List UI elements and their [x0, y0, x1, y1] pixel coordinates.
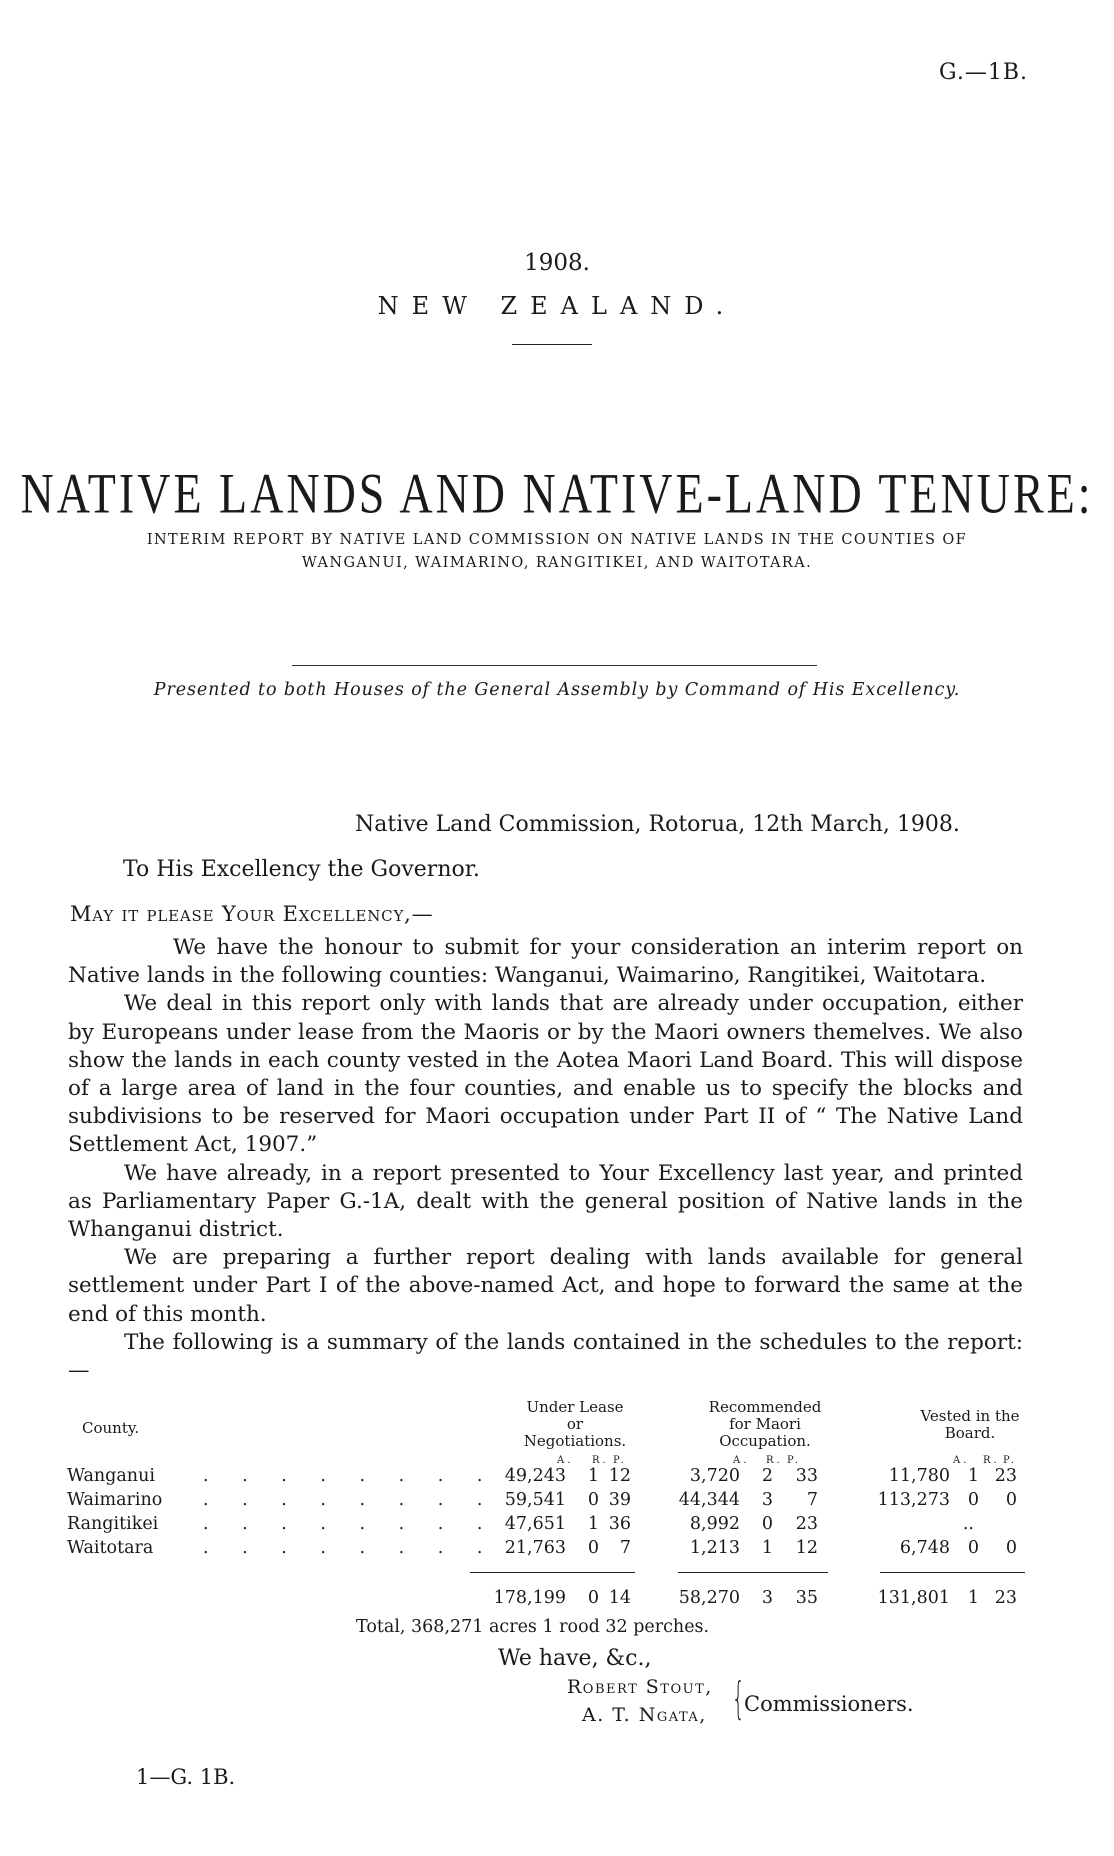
- addressee: To His Excellency the Governor.: [123, 857, 480, 882]
- unit-label: R.: [592, 1455, 609, 1466]
- subtitle-line-2: WANGANUI, WAIMARINO, RANGITIKEI, AND WAITOTARA.: [301, 555, 813, 571]
- subtitle-line-1: INTERIM REPORT BY NATIVE LAND COMMISSION ON NATIVE LANDS IN THE COUNTIES OF: [146, 532, 968, 548]
- paragraph: We deal in this report only with lands that are already under occupation, either by Europeans under lease from the Maoris or by the Maori owners themelves. We also show the lands in each county vested in the Aotea Maori Land Board. This will dispose of a large area of land in the four counties, and enable us to specify the blocks and subdivisions to be reserved for Maori occupation under Part II of “ The Native Land Settlement Act, 1907.”: [68, 991, 1023, 1158]
- table-cell: 1,213: [689, 1538, 740, 1558]
- paragraph: We are preparing a further report dealing with lands available for general settlement under Part I of the above-named Act, and hope to forward the same at the end of this month.: [68, 1245, 1023, 1327]
- signatory-role: Commissioners.: [744, 1692, 914, 1716]
- table-cell: 3: [761, 1490, 773, 1510]
- table-cell: 3,720: [689, 1466, 740, 1486]
- table-cell: 2: [761, 1466, 773, 1486]
- letter-body: [68, 934, 1023, 1385]
- total-cell: 131,801: [877, 1588, 950, 1608]
- column-header-county: County.: [82, 1419, 140, 1437]
- table-cell: 0: [761, 1514, 773, 1534]
- table-cell: 44,344: [678, 1490, 740, 1510]
- unit-label: P.: [613, 1455, 627, 1466]
- leader-dots: . . . . . . . .: [203, 1514, 497, 1534]
- column-header-lease: Under Lease or Negotiations.: [523, 1398, 627, 1450]
- table-cell: 6,748: [899, 1538, 950, 1558]
- table-row-county: Wanganui: [67, 1466, 155, 1486]
- paragraph: The following is a summary of the lands contained in the schedules to the report:—: [68, 1329, 1023, 1384]
- table-cell: 0: [587, 1490, 599, 1510]
- closing: We have, &c.,: [498, 1646, 652, 1671]
- table-row-county: Waitotara: [67, 1538, 154, 1558]
- table-cell: 36: [608, 1514, 631, 1534]
- table-cell: 47,651: [504, 1514, 566, 1534]
- column-header-vested: Vested in the Board.: [920, 1407, 1020, 1442]
- table-cell: 1: [967, 1466, 979, 1486]
- table-cell: 0: [1005, 1490, 1017, 1510]
- unit-label: A.: [733, 1455, 750, 1466]
- paragraph: We have already, in a report presented to Your Excellency last year, and printed as Parliamentary Paper G.-1A, dealt with the general position of Native lands in the Whanganui district.: [68, 1160, 1023, 1243]
- unit-label: P.: [787, 1455, 801, 1466]
- table-cell: 1: [587, 1466, 599, 1486]
- unit-label: A.: [557, 1455, 574, 1466]
- total-cell: 35: [795, 1588, 818, 1608]
- leader-dots: . . . . . . . .: [203, 1490, 497, 1510]
- document-reference: G.—1B.: [939, 60, 1028, 85]
- unit-label: A.: [953, 1455, 970, 1466]
- salutation: May it please Your Excellency,—: [70, 902, 434, 926]
- country-heading: NEW ZEALAND.: [377, 292, 737, 320]
- table-cell: 21,763: [504, 1538, 566, 1558]
- table-cell: 0: [1005, 1538, 1017, 1558]
- table-cell: 7: [619, 1538, 631, 1558]
- total-rule: [880, 1572, 1025, 1573]
- table-cell: 33: [795, 1466, 818, 1486]
- signatory: Robert Stout,: [567, 1676, 713, 1698]
- table-cell: 23: [994, 1466, 1017, 1486]
- table-cell: 49,243: [504, 1466, 566, 1486]
- section-rule: [292, 665, 817, 666]
- total-cell: 178,199: [493, 1588, 566, 1608]
- table-cell: 23: [795, 1514, 818, 1534]
- total-cell: 23: [994, 1588, 1017, 1608]
- table-cell: 12: [795, 1538, 818, 1558]
- table-row-county: Waimarino: [67, 1490, 163, 1510]
- unit-label: P.: [1003, 1455, 1017, 1466]
- grand-total: Total, 368,271 acres 1 rood 32 perches.: [356, 1617, 710, 1637]
- page-footer: 1—G. 1B.: [136, 1765, 236, 1789]
- document-year: 1908.: [524, 250, 590, 276]
- signature-brace: {: [732, 1673, 745, 1724]
- table-cell: 0: [967, 1490, 979, 1510]
- presentation-note: Presented to both Houses of the General Assembly by Command of His Excellency.: [153, 680, 961, 700]
- column-header-recommended: Recommended for Maori Occupation.: [708, 1398, 822, 1450]
- total-cell: 14: [608, 1588, 631, 1608]
- table-cell: 0: [967, 1538, 979, 1558]
- leader-dots: . . . . . . . .: [203, 1538, 497, 1558]
- total-rule: [678, 1572, 828, 1573]
- table-cell: 0: [587, 1538, 599, 1558]
- signatory: A. T. Ngata,: [582, 1704, 707, 1726]
- total-cell: 0: [587, 1588, 599, 1608]
- leader-dots: . . . . . . . .: [203, 1466, 497, 1486]
- table-cell: 59,541: [504, 1490, 566, 1510]
- dateline: Native Land Commission, Rotorua, 12th March, 1908.: [355, 812, 960, 837]
- table-cell: 12: [608, 1466, 631, 1486]
- table-cell: 7: [806, 1490, 818, 1510]
- table-cell: 1: [587, 1514, 599, 1534]
- table-row-county: Rangitikei: [67, 1514, 159, 1534]
- table-cell: 8,992: [689, 1514, 740, 1534]
- total-cell: 3: [761, 1588, 773, 1608]
- heading-rule: [512, 344, 592, 345]
- table-cell: 1: [761, 1538, 773, 1558]
- total-cell: 1: [967, 1588, 979, 1608]
- total-cell: 58,270: [678, 1588, 740, 1608]
- table-cell: 11,780: [888, 1466, 950, 1486]
- document-title: NATIVE LANDS AND NATIVE-LAND TENURE:: [20, 461, 1094, 525]
- table-cell: ..: [962, 1514, 974, 1534]
- total-rule: [470, 1572, 635, 1573]
- unit-label: R.: [766, 1455, 783, 1466]
- table-cell: 113,273: [877, 1490, 950, 1510]
- paragraph: We have the honour to submit for your consideration an interim report on Native lands in the following counties: Wanganui, Waimarino, Rangitikei, Waitotara.: [68, 935, 1023, 989]
- table-cell: 39: [608, 1490, 631, 1510]
- unit-label: R.: [983, 1455, 1000, 1466]
